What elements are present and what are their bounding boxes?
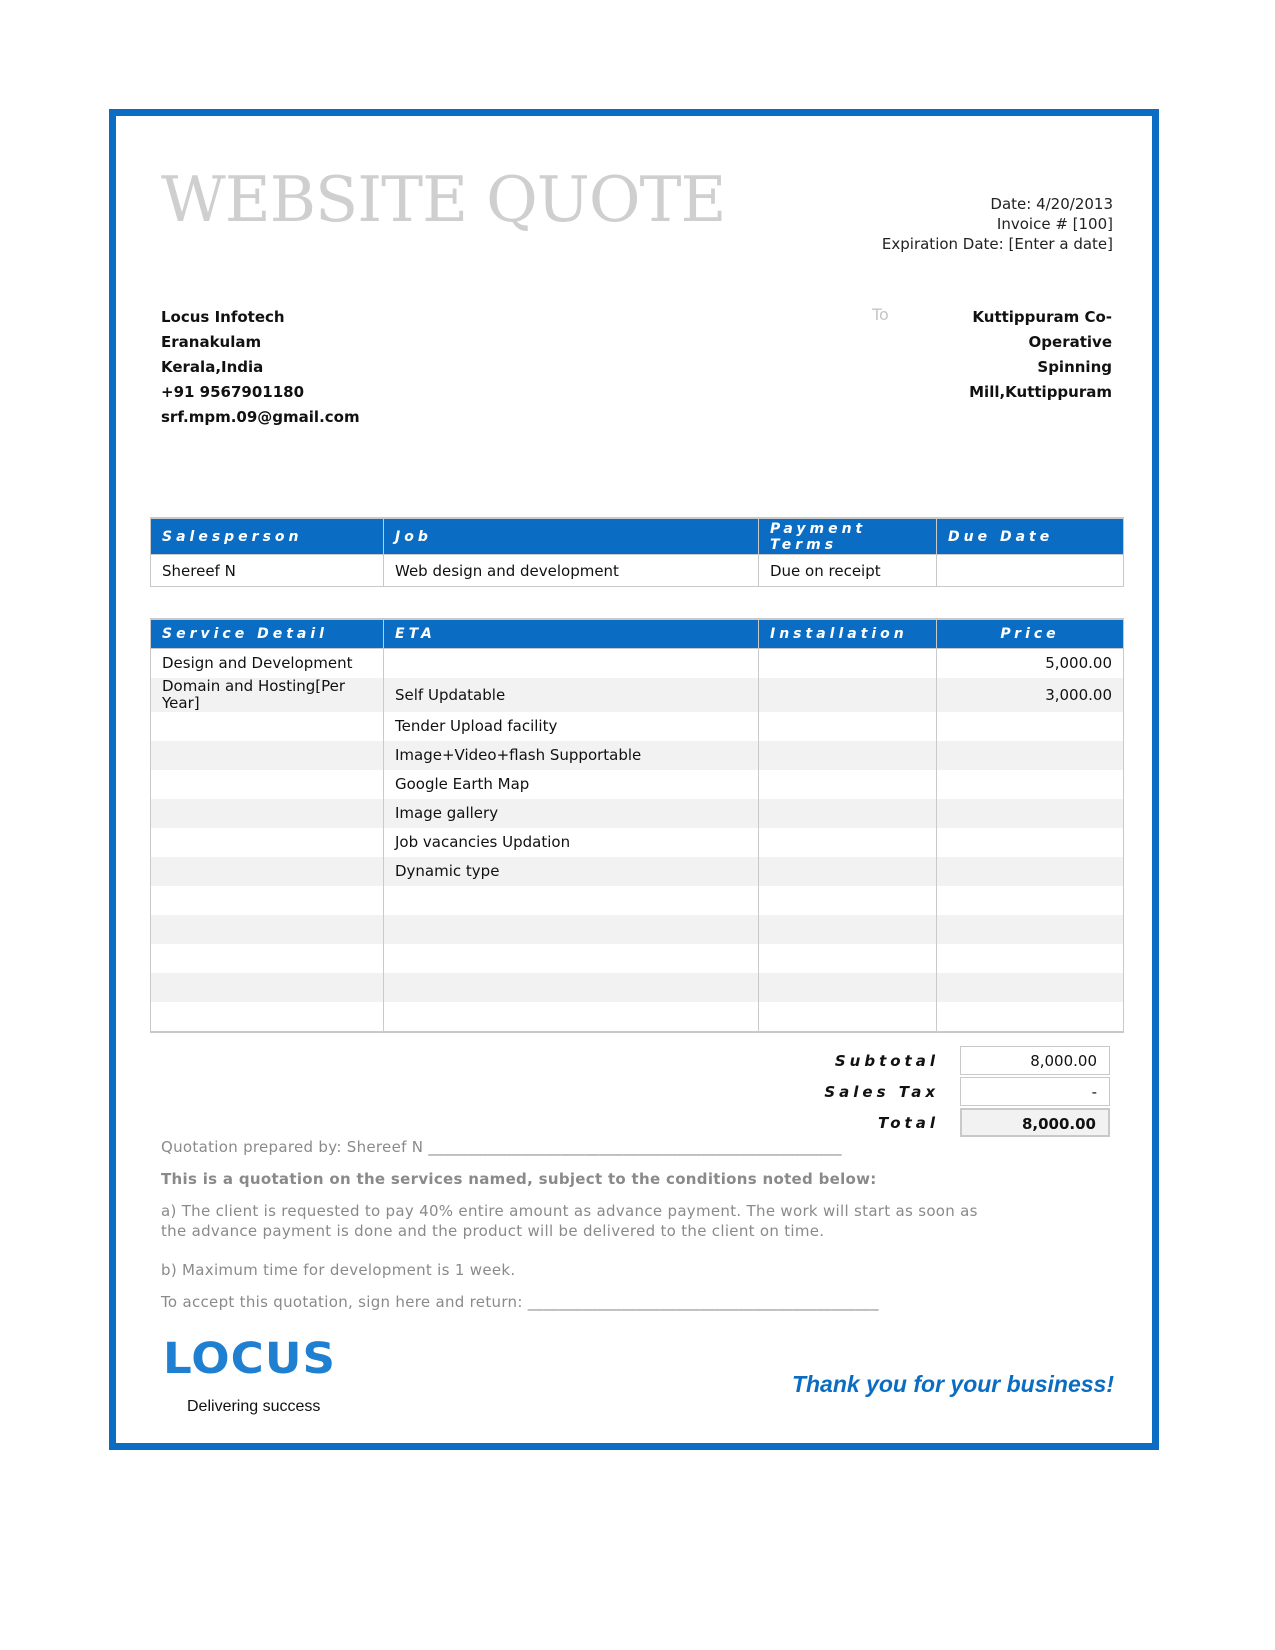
installation-cell — [759, 741, 937, 770]
price-cell — [937, 886, 1124, 915]
installation-cell — [759, 799, 937, 828]
recipient-line: Operative — [1028, 333, 1112, 351]
sales-table — [150, 517, 1124, 587]
sender-phone: +91 9567901180 — [161, 383, 305, 401]
eta-cell — [384, 1002, 759, 1032]
total-row — [800, 1107, 1123, 1138]
conditions-heading: This is a quotation on the services named, subject to the conditions noted below: — [161, 1170, 877, 1188]
service-detail-cell — [151, 886, 384, 915]
service-row — [151, 1002, 1124, 1032]
sales-tax-row — [800, 1076, 1123, 1107]
sender-state: Kerala,India — [161, 358, 264, 376]
installation-cell — [759, 857, 937, 886]
price-cell — [937, 770, 1124, 799]
eta-cell — [384, 886, 759, 915]
header-salesperson: Salesperson — [151, 518, 384, 555]
service-detail-cell — [151, 770, 384, 799]
service-detail-cell — [151, 944, 384, 973]
service-row — [151, 857, 1124, 886]
sender-address — [161, 305, 360, 430]
installation-cell — [759, 828, 937, 857]
header-service-detail: Service Detail — [151, 619, 384, 649]
sender-city: Eranakulam — [161, 333, 262, 351]
installation-cell — [759, 886, 937, 915]
installation-cell — [759, 770, 937, 799]
eta-cell: Dynamic type — [384, 857, 759, 886]
price-cell — [937, 828, 1124, 857]
subtotal-value: 8,000.00 — [960, 1046, 1110, 1075]
installation-cell — [759, 1002, 937, 1032]
header-eta: ETA — [384, 619, 759, 649]
job-cell: Web design and development — [384, 555, 759, 587]
salesperson-cell: Shereef N — [151, 555, 384, 587]
eta-cell: Self Updatable — [384, 678, 759, 712]
service-row — [151, 649, 1124, 679]
service-detail-cell: Domain and Hosting[Per Year] — [151, 678, 384, 712]
price-cell — [937, 712, 1124, 741]
eta-cell — [384, 649, 759, 679]
eta-cell: Image gallery — [384, 799, 759, 828]
header-installation: Installation — [759, 619, 937, 649]
price-cell — [937, 857, 1124, 886]
total-label: Total — [877, 1113, 939, 1132]
sales-tax-value: - — [960, 1077, 1110, 1106]
service-detail-cell — [151, 1002, 384, 1032]
document-title: WEBSITE QUOTE — [161, 163, 726, 236]
recipient-address — [969, 305, 1112, 405]
subtotal-row — [800, 1045, 1123, 1076]
service-detail-cell — [151, 741, 384, 770]
expiration-date: Expiration Date: [Enter a date] — [881, 235, 1113, 253]
price-cell: 3,000.00 — [937, 678, 1124, 712]
prepared-by: Quotation prepared by: Shereef N _____________________________________________________ — [161, 1138, 842, 1156]
header-price: Price — [937, 619, 1124, 649]
price-cell — [937, 944, 1124, 973]
locus-logo: LOCUS — [163, 1334, 337, 1384]
service-detail-cell — [151, 915, 384, 944]
price-cell — [937, 1002, 1124, 1032]
invoice-number: Invoice # [100] — [996, 215, 1113, 233]
service-detail-cell — [151, 973, 384, 1002]
payment-terms-cell: Due on receipt — [759, 555, 937, 587]
eta-cell — [384, 915, 759, 944]
service-row — [151, 678, 1124, 712]
service-row — [151, 944, 1124, 973]
service-row — [151, 973, 1124, 1002]
price-cell — [937, 915, 1124, 944]
price-cell — [937, 799, 1124, 828]
eta-cell: Image+Video+flash Supportable — [384, 741, 759, 770]
signature-line: To accept this quotation, sign here and return: _____________________________________________ — [161, 1293, 879, 1311]
service-detail-cell: Design and Development — [151, 649, 384, 679]
service-detail-cell — [151, 712, 384, 741]
sender-company: Locus Infotech — [161, 308, 285, 326]
quote-meta — [882, 194, 1113, 254]
service-detail-cell — [151, 857, 384, 886]
recipient-line: Kuttippuram Co- — [972, 308, 1112, 326]
service-row — [151, 828, 1124, 857]
eta-cell: Tender Upload facility — [384, 712, 759, 741]
installation-cell — [759, 649, 937, 679]
recipient-line: Mill,Kuttippuram — [969, 383, 1112, 401]
totals-block — [800, 1045, 1123, 1138]
header-due-date: Due Date — [937, 518, 1124, 555]
recipient-label: To — [872, 305, 889, 324]
due-date-cell — [937, 555, 1124, 587]
quote-date: Date: 4/20/2013 — [990, 195, 1113, 213]
thank-you-message: Thank you for your business! — [791, 1371, 1114, 1397]
installation-cell — [759, 915, 937, 944]
installation-cell — [759, 712, 937, 741]
price-cell — [937, 973, 1124, 1002]
logo-tagline: Delivering success — [187, 1398, 321, 1415]
eta-cell: Google Earth Map — [384, 770, 759, 799]
service-row — [151, 712, 1124, 741]
condition-b: b) Maximum time for development is 1 week. — [161, 1261, 516, 1279]
service-row — [151, 741, 1124, 770]
recipient-line: Spinning — [1037, 358, 1112, 376]
header-job: Job — [384, 518, 759, 555]
eta-cell: Job vacancies Updation — [384, 828, 759, 857]
total-value: 8,000.00 — [960, 1108, 1110, 1137]
price-cell — [937, 741, 1124, 770]
subtotal-label: Subtotal — [834, 1051, 939, 1070]
installation-cell — [759, 944, 937, 973]
service-row — [151, 915, 1124, 944]
installation-cell — [759, 678, 937, 712]
sender-email: srf.mpm.09@gmail.com — [161, 408, 360, 426]
price-cell: 5,000.00 — [937, 649, 1124, 679]
service-detail-cell — [151, 828, 384, 857]
condition-a: a) The client is requested to pay 40% entire amount as advance payment. The work will start as soon as the advance payment is done and the product will be delivered to the client on time. — [161, 1202, 978, 1240]
header-payment-terms: Payment Terms — [759, 518, 937, 555]
sales-tax-label: Sales Tax — [824, 1082, 939, 1101]
service-row — [151, 770, 1124, 799]
service-table — [150, 618, 1124, 1033]
service-row — [151, 886, 1124, 915]
eta-cell — [384, 973, 759, 1002]
service-detail-cell — [151, 799, 384, 828]
installation-cell — [759, 973, 937, 1002]
service-row — [151, 799, 1124, 828]
eta-cell — [384, 944, 759, 973]
